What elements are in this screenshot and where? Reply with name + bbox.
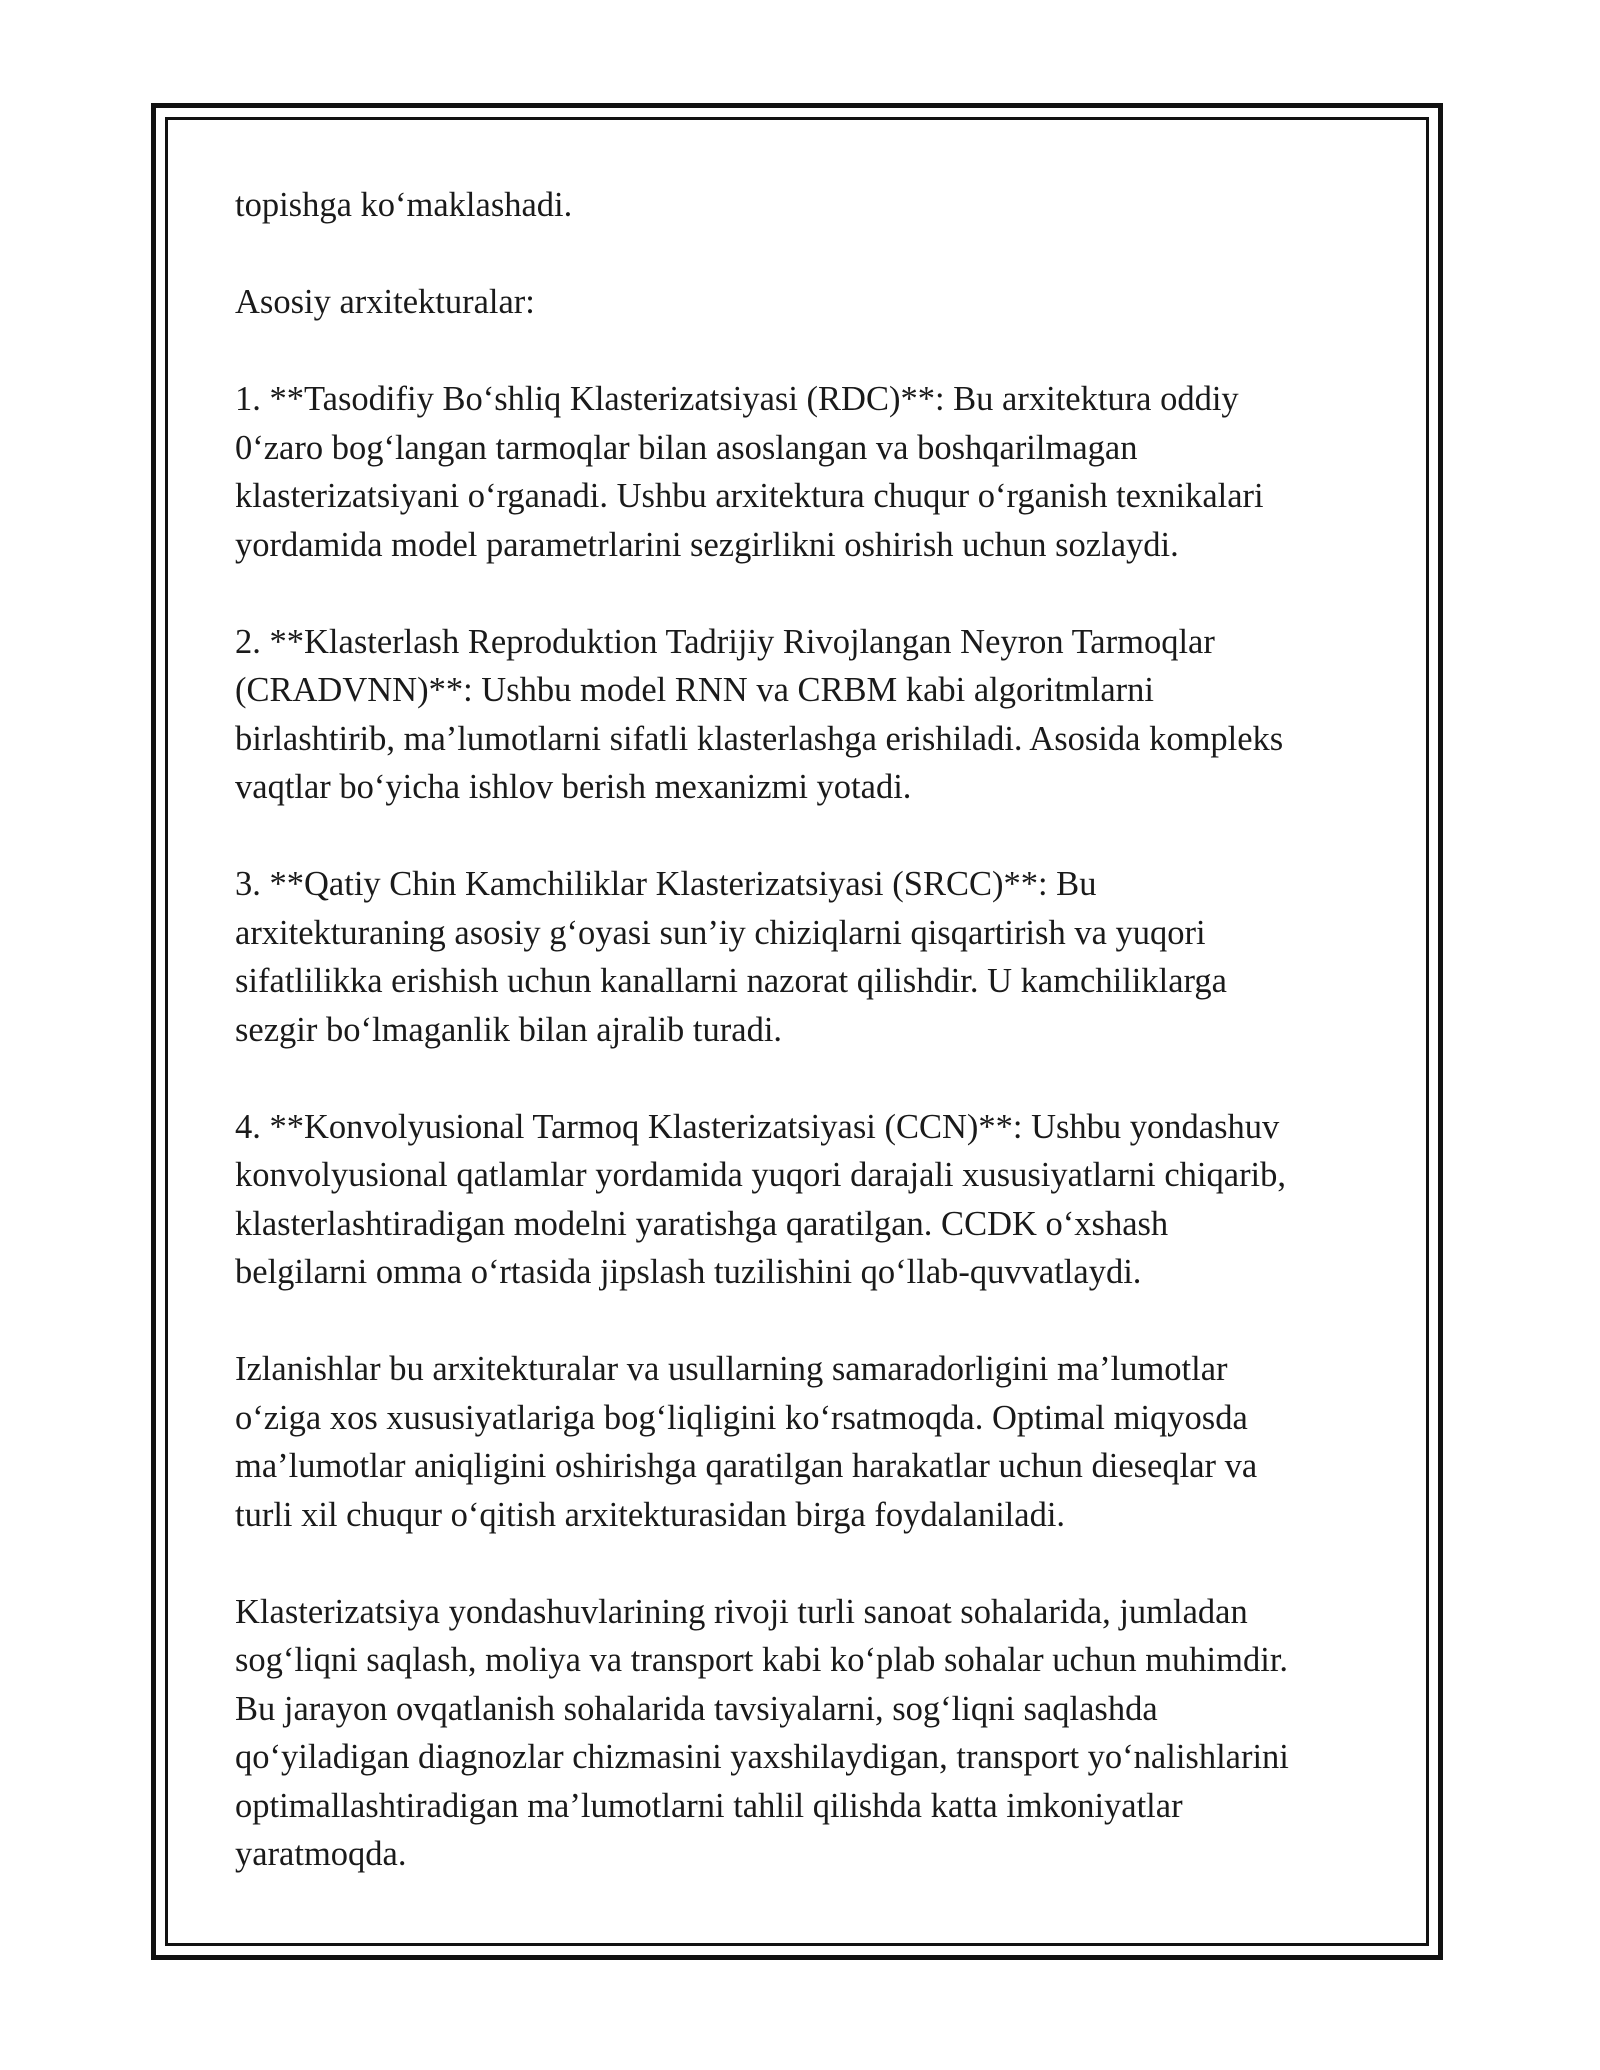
text-line: 3. **Qatiy Chin Kamchiliklar Klasterizatsiyasi (SRCC)**: Bu [235,865,1097,903]
text-line: topishga ko‘maklashadi. [235,186,573,224]
text-line: belgilarni omma o‘rtasida jipslash tuzilishini qo‘llab-quvvatlaydi. [235,1253,1142,1291]
text-line: 2. **Klasterlash Reproduktion Tadrijiy Rivojlangan Neyron Tarmoqlar [235,622,1215,661]
text-line: birlashtirib, ma’lumotlarni sifatli klasterlashga erishiladi. Asosida kompleks [235,719,1284,758]
document-body [235,181,1375,1927]
text-line: konvolyusional qatlamlar yordamida yuqori darajali xususiyatlarni chiqarib, [235,1156,1287,1194]
text-line: yaratmoqda. [235,1835,407,1873]
text-line: sifatlilikka erishish uchun kanallarni nazorat qilishdir. U kamchiliklarga [235,962,1227,1000]
text-line: o‘ziga xos xususiyatlariga bog‘liqligini ko‘rsatmoqda. Optimal miqyosda [235,1398,1248,1437]
paragraph-item-3-srcc [235,860,1375,1054]
paragraph-architectures-heading [235,278,1375,327]
text-line: 4. **Konvolyusional Tarmoq Klasterizatsiyasi (CCN)**: Ushbu yondashuv [235,1107,1280,1146]
text-line: Asosiy arxitekturalar: [235,283,535,321]
paragraph-applications [235,1588,1375,1879]
text-line: klasterizatsiyani o‘rganadi. Ushbu arxitektura chuqur o‘rganish texnikalari [235,477,1264,515]
text-line: 1. **Tasodifiy Bo‘shliq Klasterizatsiyasi (RDC)**: Bu arxitektura oddiy [235,380,1239,418]
text-line: turli xil chuqur o‘qitish arxitekturasidan birga foydalaniladi. [235,1495,1066,1534]
text-line: Klasterizatsiya yondashuvlarining rivoji turli sanoat sohalarida, jumladan [235,1592,1248,1631]
text-line: arxitekturaning asosiy g‘oyasi sun’iy chiziqlarni qisqartirish va yuqori [235,913,1206,952]
text-line: 0‘zaro bog‘langan tarmoqlar bilan asoslangan va boshqarilmagan [235,428,1138,467]
paragraph-item-2-cradvnn [235,618,1375,812]
text-line: vaqtlar bo‘yicha ishlov berish mexanizmi yotadi. [235,768,912,806]
text-line: Bu jarayon ovqatlanish sohalarida tavsiyalarni, sog‘liqni saqlashda [235,1689,1158,1728]
text-line: ma’lumotlar aniqligini oshirishga qaratilgan harakatlar uchun dieseqlar va [235,1447,1258,1485]
paragraph-research [235,1345,1375,1539]
text-line: sog‘liqni saqlash, moliya va transport kabi ko‘plab sohalar uchun muhimdir. [235,1641,1289,1679]
paragraph-continuation [235,181,1375,230]
text-line: Izlanishlar bu arxitekturalar va usullarning samaradorligini ma’lumotlar [235,1350,1228,1388]
paragraph-item-4-ccn [235,1103,1375,1297]
text-line: (CRADVNN)**: Ushbu model RNN va CRBM kabi algoritmlarni [235,671,1154,709]
text-line: klasterlashtiradigan modelni yaratishga qaratilgan. CCDK o‘xshash [235,1204,1169,1243]
text-line: sezgir bo‘lmaganlik bilan ajralib turadi. [235,1010,783,1049]
text-line: optimallashtiradigan ma’lumotlarni tahlil qilishda katta imkoniyatlar [235,1786,1183,1825]
text-line: yordamida model parametrlarini sezgirlikni oshirish uchun sozlaydi. [235,525,1179,564]
text-line: qo‘yiladigan diagnozlar chizmasini yaxshilaydigan, transport yo‘nalishlarini [235,1738,1289,1776]
paragraph-item-1-rdc [235,375,1375,569]
